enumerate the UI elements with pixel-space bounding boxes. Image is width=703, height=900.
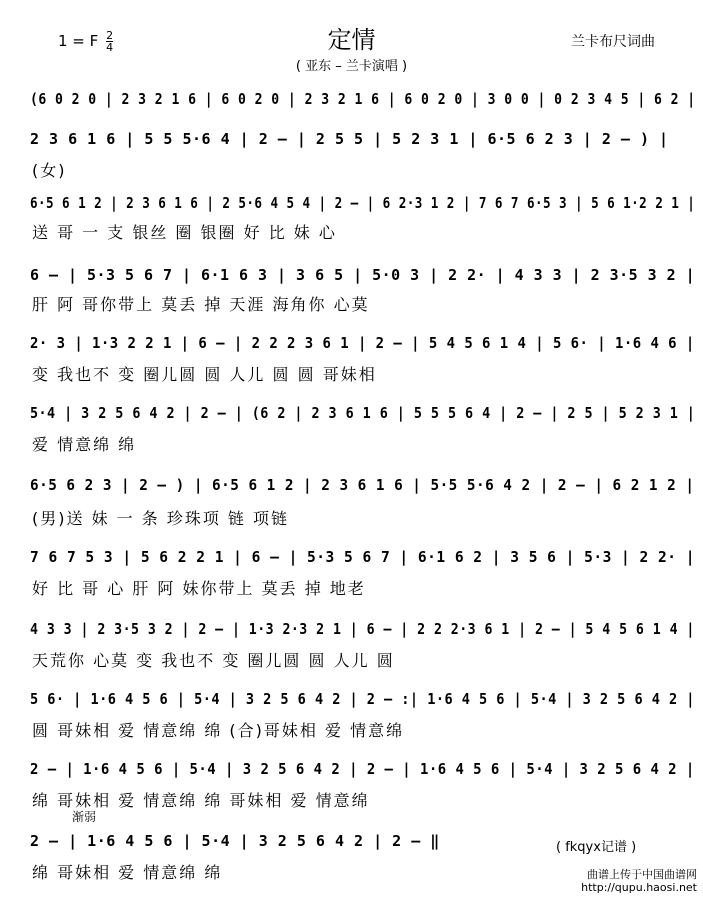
song-title: 定情: [327, 26, 376, 54]
time-numerator: 2: [106, 29, 114, 42]
key-label: 1 = F: [58, 32, 99, 50]
notes-line: 2 – | 1·6 4 5 6 | 5·4 | 3 2 5 6 4 2 | 2 – ‖: [30, 832, 440, 850]
notes-line: 5·4 | 3 2 5 6 4 2 | 2 – | (6 2 | 2 3 6 1 6 | 5 5 5 6 4 | 2 – | 2 5 | 5 2 3 1 |: [30, 404, 696, 422]
lyrics-line: 肝 阿 哥你带上 莫丢 掉 天涯 海角你 心莫: [32, 295, 370, 314]
lyrics-line: (男)送 妹 一 条 珍珠项 链 项链: [32, 509, 290, 528]
lyrics-line: 好 比 哥 心 肝 阿 妹你带上 莫丢 掉 地老: [32, 579, 366, 598]
notes-line: 2· 3 | 1·3 2 2 1 | 6 – | 2 2 2 3 6 1 | 2 – | 5 4 5 6 1 4 | 5 6· | 1·6 4 6 |: [30, 334, 695, 352]
lyrics-line: (女): [32, 161, 67, 180]
lyrics-line: 圆 哥妹相 爱 情意绵 绵 (合)哥妹相 爱 情意绵: [32, 721, 405, 740]
footer-url[interactable]: http://qupu.haosi.net: [581, 881, 697, 894]
composer-credit: 兰卡布尺词曲: [571, 34, 655, 50]
notes-line: 7 6 7 5 3 | 5 6 2 2 1 | 6 – | 5·3 5 6 7 | 6·1 6 2 | 3 5 6 | 5·3 | 2 2· |: [30, 548, 695, 566]
notes-line: 6 – | 5·3 5 6 7 | 6·1 6 3 | 3 6 5 | 5·0 3 | 2 2· | 4 3 3 | 2 3·5 3 2 |: [30, 266, 696, 284]
lyrics-line: 变 我也不 变 圈儿圆 圆 人儿 圆 圆 哥妹相: [32, 365, 377, 384]
lyrics-line: 天荒你 心莫 变 我也不 变 圈儿圆 圆 人儿 圆: [32, 651, 395, 670]
notes-line: 4 3 3 | 2 3·5 3 2 | 2 – | 1·3 2·3 2 1 | 6 – | 2 2 2·3 6 1 | 2 – | 5 4 5 6 1 4 |: [30, 620, 695, 638]
notes-line: 6·5 6 2 3 | 2 – ) | 6·5 6 1 2 | 2 3 6 1 6 | 5·5 5·6 4 2 | 2 – | 6 2 1 2 |: [30, 476, 695, 494]
singers-credit: ( 亚东 – 兰卡演唱 ): [295, 59, 408, 74]
lyrics-line: 送 哥 一 支 银丝 圈 银圈 好 比 妹 心: [32, 223, 337, 242]
time-denominator: 4: [106, 41, 114, 54]
lyrics-line: 绵 哥妹相 爱 情意绵 绵 哥妹相 爱 情意绵: [32, 791, 370, 810]
dynamic-marking: 渐弱: [72, 810, 97, 824]
lyrics-line: 绵 哥妹相 爱 情意绵 绵: [32, 863, 223, 882]
transcriber-credit: ( fkqyx记谱 ): [556, 840, 637, 855]
notes-line: 5 6· | 1·6 4 5 6 | 5·4 | 3 2 5 6 4 2 | 2 – :| 1·6 4 5 6 | 5·4 | 3 2 5 6 4 2 |: [30, 690, 695, 708]
time-signature: [106, 30, 113, 53]
lyrics-line: 爱 情意绵 绵: [32, 435, 137, 454]
site-footer: [581, 868, 697, 894]
key-signature: [58, 30, 113, 53]
notes-line: 2 3 6 1 6 | 5 5 5·6 4 | 2 – | 2 5 5 | 5 2 3 1 | 6·5 6 2 3 | 2 – ) |: [30, 130, 669, 148]
notes-line: 2 – | 1·6 4 5 6 | 5·4 | 3 2 5 6 4 2 | 2 – | 1·6 4 5 6 | 5·4 | 3 2 5 6 4 2 |: [30, 760, 695, 778]
footer-site: 曲谱上传于中国曲谱网: [587, 868, 697, 881]
notes-line: (6 0 2 0 | 2 3 2 1 6 | 6 0 2 0 | 2 3 2 1 6 | 6 0 2 0 | 3 0 0 | 0 2 3 4 5 | 6 2 |: [30, 90, 696, 108]
notes-line: 6·5 6 1 2 | 2 3 6 1 6 | 2 5·6 4 5 4 | 2 – | 6 2·3 1 2 | 7 6 7 6·5 3 | 5 6 1·2 2 1 |: [30, 194, 696, 212]
